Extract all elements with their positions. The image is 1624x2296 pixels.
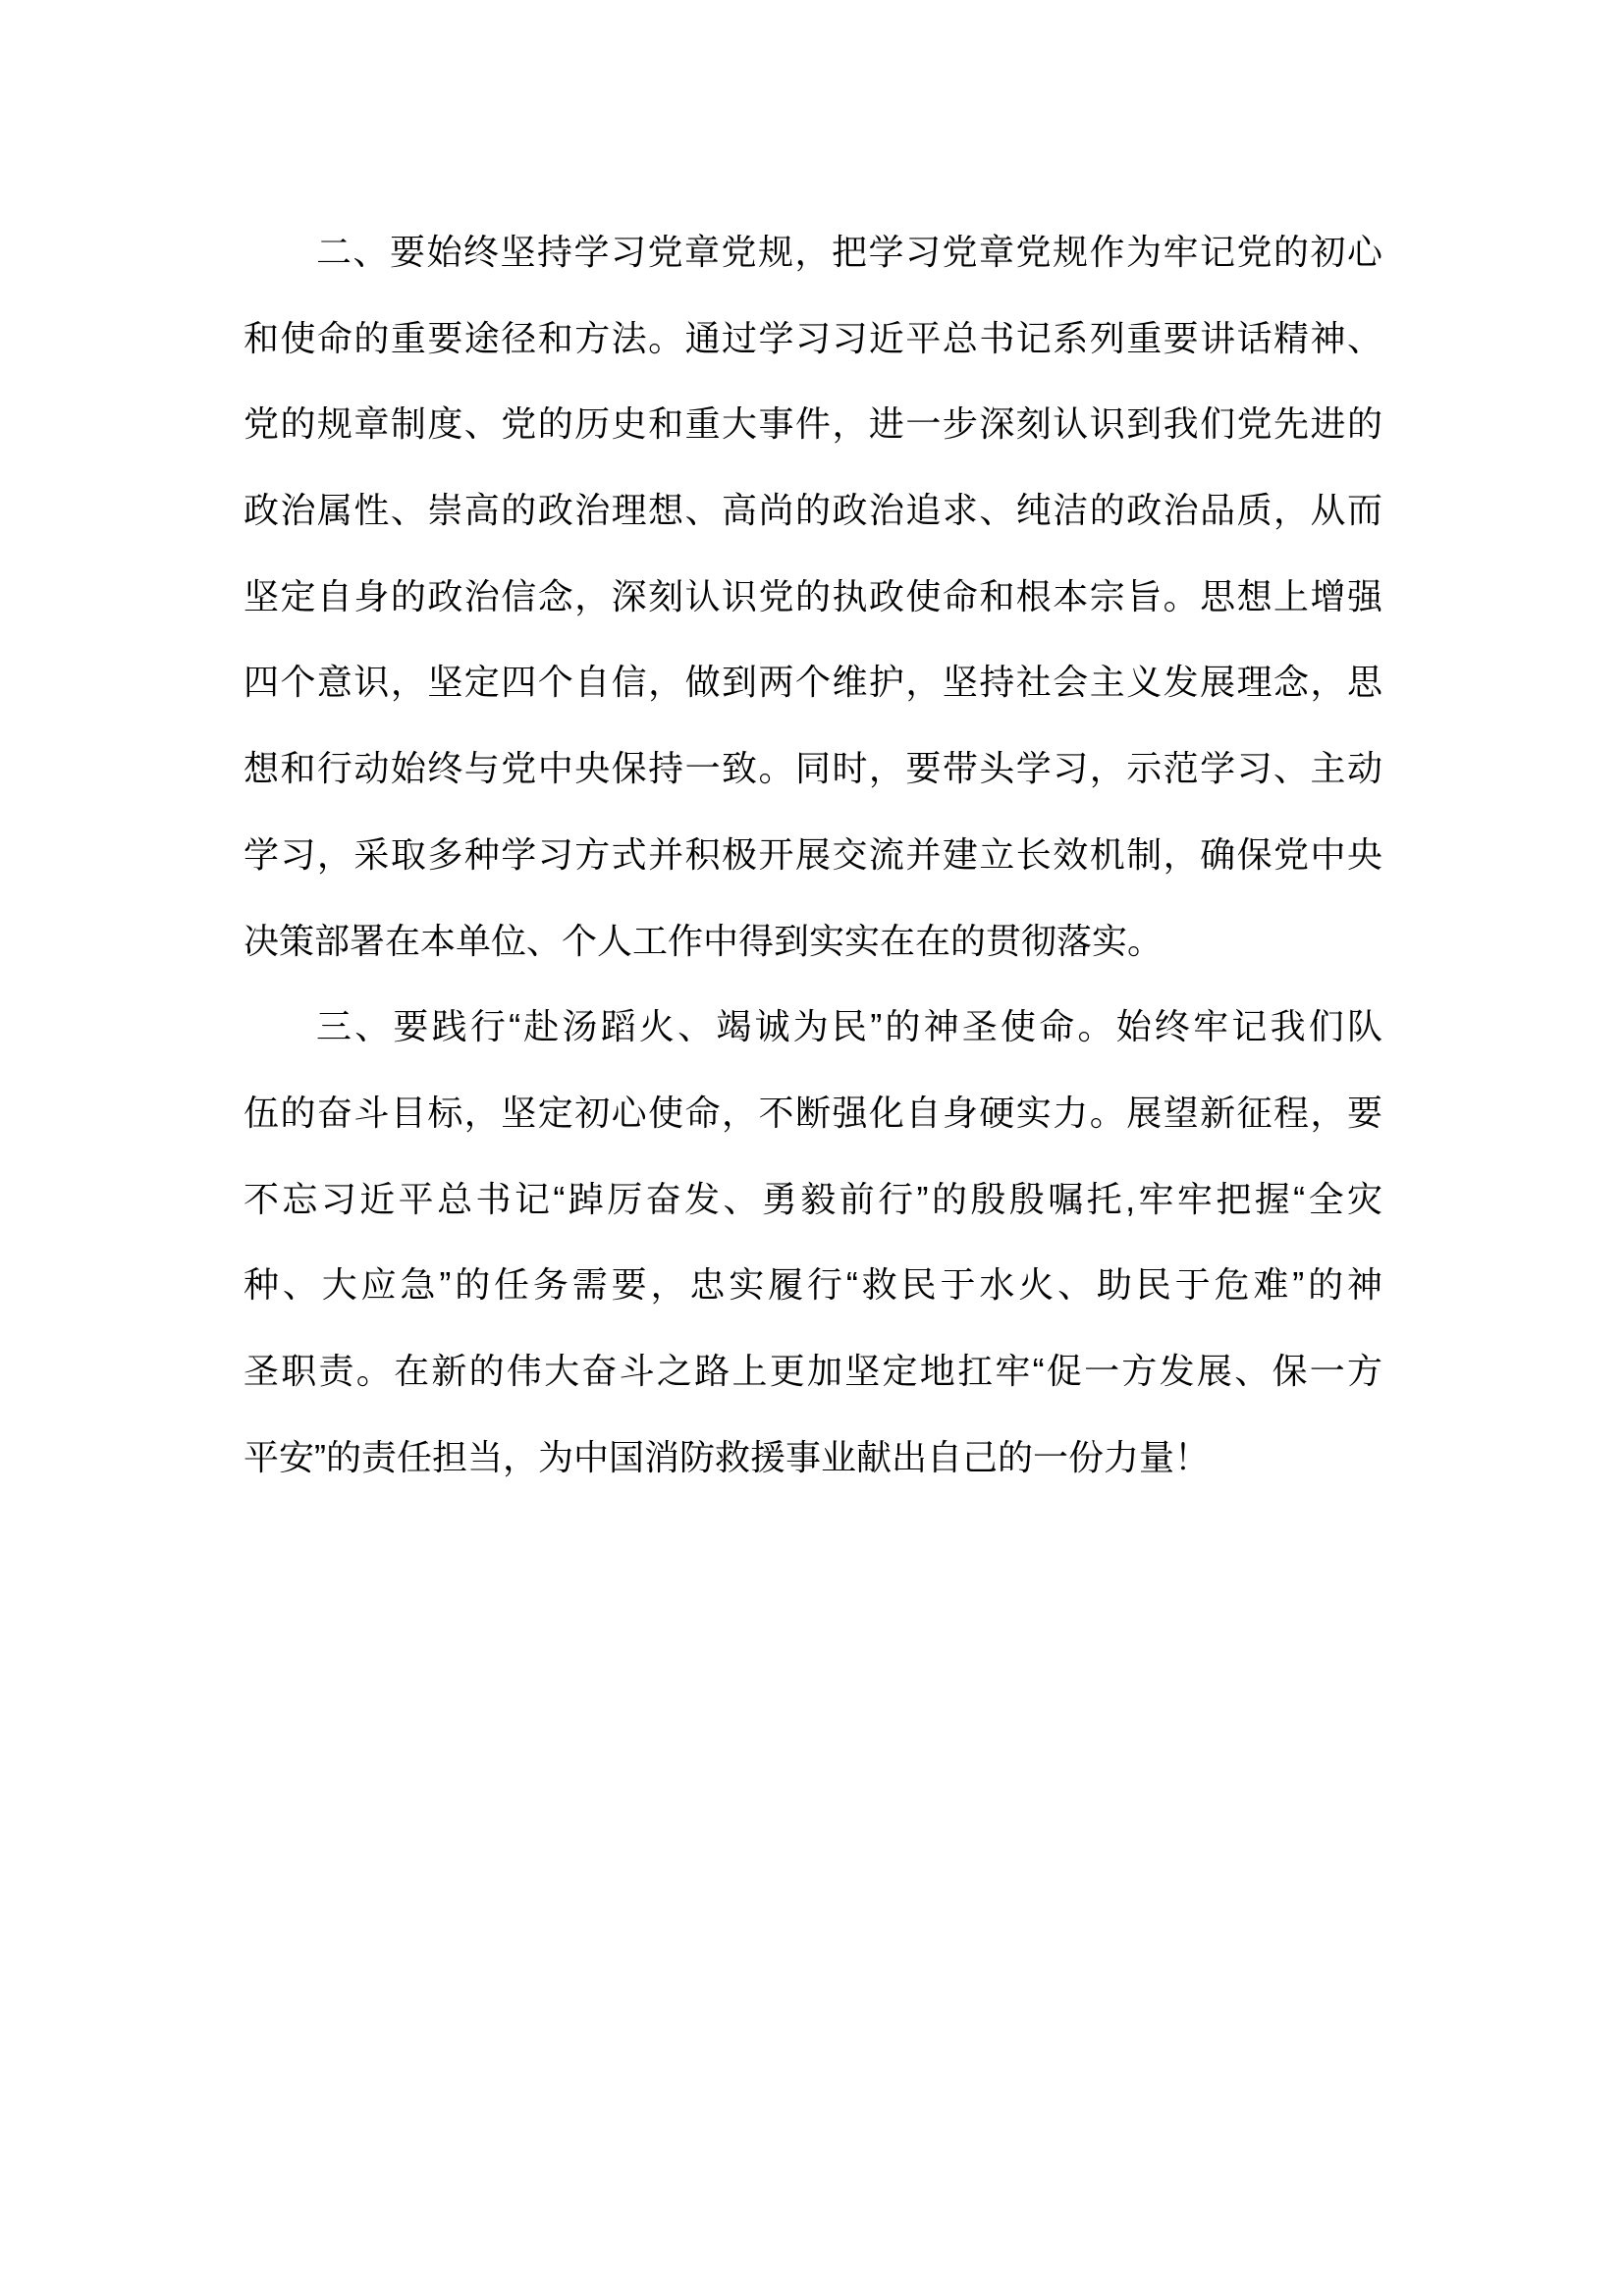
paragraph [244, 984, 1382, 1500]
text-line: 决策部署在本单位、个人工作中得到实实在在的贯彻落实。 [244, 920, 1164, 961]
text-line: 不忘习近平总书记“踔厉奋发、勇毅前行”的殷殷嘱托,牢牢把握“全灾 [244, 1178, 1382, 1219]
text-line: 平安”的责任担当，为中国消防救援事业献出自己的一份力量！ [244, 1436, 1210, 1477]
text-line: 圣职责。在新的伟大奋斗之路上更加坚定地扛牢“促一方发展、保一方 [244, 1350, 1382, 1391]
document-body [244, 209, 1382, 1500]
text-line: 政治属性、崇高的政治理想、高尚的政治追求、纯洁的政治品质，从而 [244, 490, 1382, 531]
text-line: 党的规章制度、党的历史和重大事件，进一步深刻认识到我们党先进的 [244, 403, 1382, 445]
text-line: 种、大应急”的任务需要，忠实履行“救民于水火、助民于危难”的神 [244, 1264, 1382, 1306]
text-line: 想和行动始终与党中央保持一致。同时，要带头学习，示范学习、主动 [244, 748, 1382, 789]
text-line: 四个意识，坚定四个自信，做到两个维护，坚持社会主义发展理念，思 [244, 662, 1382, 703]
text-line: 学习，采取多种学习方式并积极开展交流并建立长效机制，确保党中央 [244, 833, 1382, 875]
text-line: 三、要践行“赴汤蹈火、竭诚为民”的神圣使命。始终牢记我们队 [316, 1006, 1382, 1047]
text-line: 和使命的重要途径和方法。通过学习习近平总书记系列重要讲话精神、 [244, 317, 1382, 358]
paragraph [244, 209, 1382, 984]
text-line: 坚定自身的政治信念，深刻认识党的执政使命和根本宗旨。思想上增强 [244, 575, 1382, 616]
text-line: 二、要始终坚持学习党章党规，把学习党章党规作为牢记党的初心 [316, 232, 1382, 272]
text-line: 伍的奋斗目标，坚定初心使命，不断强化自身硬实力。展望新征程，要 [244, 1092, 1382, 1133]
